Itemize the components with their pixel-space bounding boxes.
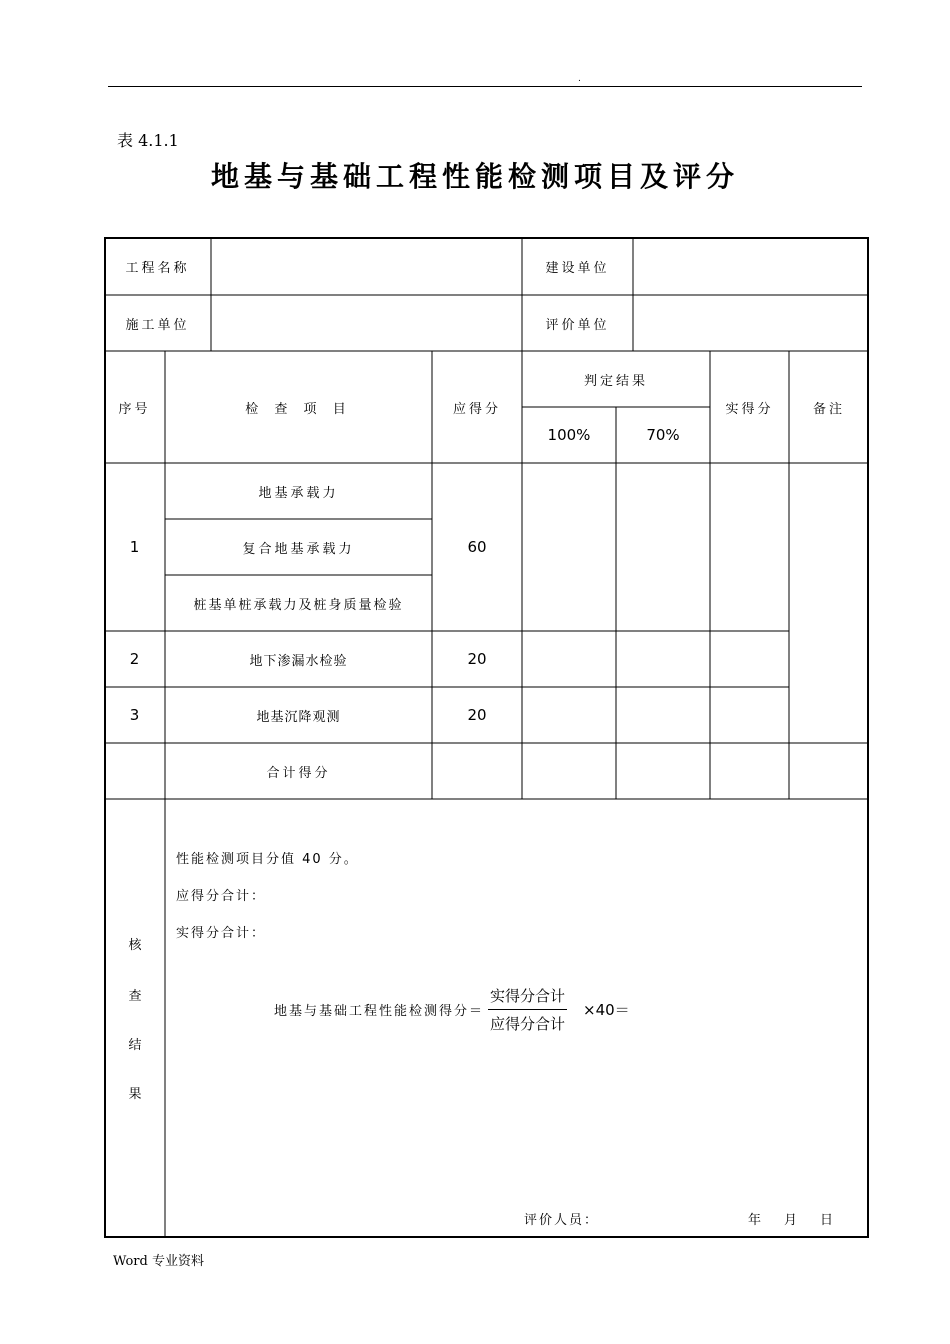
project-name-label: 工程名称 bbox=[125, 260, 190, 276]
date-day-label: 日 bbox=[820, 1213, 836, 1228]
result-side-char-3: 结 bbox=[128, 1038, 142, 1053]
header-dot: . bbox=[578, 74, 581, 84]
date-month-label: 月 bbox=[784, 1213, 800, 1228]
col-seq-header: 序号 bbox=[118, 401, 151, 417]
evaluation-table bbox=[104, 237, 869, 1238]
row2-item: 地下渗漏水检验 bbox=[249, 653, 348, 669]
row2-seq: 2 bbox=[129, 650, 140, 668]
score-formula bbox=[274, 985, 630, 1034]
constructor-label: 施工单位 bbox=[125, 317, 190, 333]
page-footer: Word 专业资料 bbox=[113, 1254, 204, 1269]
col-item-header: 检 查 项 目 bbox=[245, 401, 352, 417]
row1-expected: 60 bbox=[467, 538, 487, 556]
table-number: 表 4.1.1 bbox=[117, 131, 179, 150]
row2-expected: 20 bbox=[467, 650, 487, 668]
header-rule bbox=[108, 86, 862, 87]
total-label: 合计得分 bbox=[266, 765, 331, 781]
builder-value[interactable] bbox=[633, 237, 869, 295]
formula-fraction bbox=[488, 985, 567, 1034]
row3-expected: 20 bbox=[467, 706, 487, 724]
row3-seq: 3 bbox=[129, 706, 140, 724]
row1-item-3: 桩基单桩承载力及桩身质量检验 bbox=[193, 597, 404, 613]
builder-label: 建设单位 bbox=[545, 260, 610, 276]
row1-item-2: 复合地基承载力 bbox=[242, 541, 355, 557]
result-side-char-2: 查 bbox=[128, 989, 142, 1004]
result-side-char-4: 果 bbox=[128, 1087, 142, 1102]
result-side-char-1: 核 bbox=[128, 938, 142, 953]
result-line-score-value: 性能检测项目分值 40 分。 bbox=[176, 852, 359, 867]
formula-right: ×40＝ bbox=[583, 1001, 630, 1019]
constructor-value[interactable] bbox=[211, 295, 522, 351]
formula-denominator: 应得分合计 bbox=[490, 1015, 566, 1033]
col-remark-header: 备注 bbox=[812, 401, 845, 417]
evaluator-unit-label: 评价单位 bbox=[545, 317, 610, 333]
page-title: 地基与基础工程性能检测项目及评分 bbox=[210, 160, 739, 193]
row1-seq: 1 bbox=[129, 538, 140, 556]
evaluator-person-label: 评价人员： bbox=[524, 1213, 600, 1228]
col-70pct-header: 70% bbox=[646, 426, 680, 444]
result-line-actual-total: 实得分合计： bbox=[176, 926, 267, 941]
project-name-value[interactable] bbox=[211, 237, 522, 295]
date-year-label: 年 bbox=[748, 1213, 764, 1228]
col-judgement-header: 判定结果 bbox=[583, 373, 648, 389]
result-line-expected-total: 应得分合计： bbox=[176, 889, 267, 904]
formula-numerator: 实得分合计 bbox=[488, 985, 567, 1010]
formula-left: 地基与基础工程性能检测得分＝ bbox=[274, 1004, 485, 1019]
col-actual-header: 实得分 bbox=[725, 401, 774, 417]
col-100pct-header: 100% bbox=[547, 426, 591, 444]
row3-item: 地基沉降观测 bbox=[256, 709, 341, 725]
row1-item-1: 地基承载力 bbox=[258, 485, 339, 501]
evaluator-unit-value[interactable] bbox=[633, 295, 869, 351]
col-expected-header: 应得分 bbox=[452, 401, 501, 417]
